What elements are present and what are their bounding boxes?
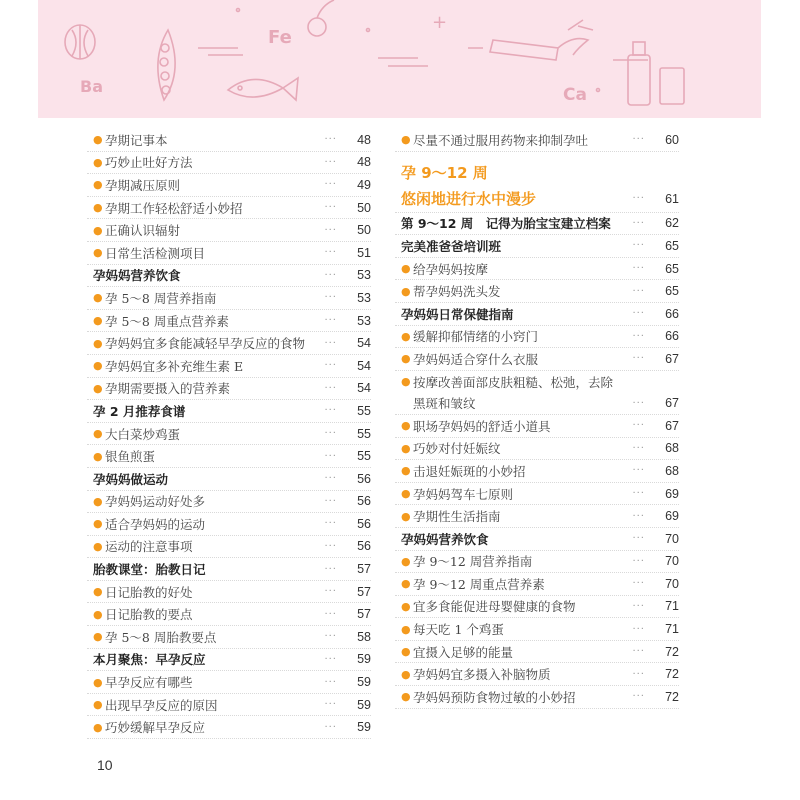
entry-page: 67 bbox=[665, 351, 679, 366]
bullet-icon: ● bbox=[93, 585, 103, 599]
entry-title: 宜摄入足够的能量 bbox=[413, 644, 514, 660]
bullet-icon: ● bbox=[401, 375, 411, 389]
leader-dots: ··· bbox=[632, 623, 645, 635]
leader-dots: ··· bbox=[632, 134, 645, 146]
entry-page: 54 bbox=[357, 358, 371, 373]
entry-title: 早孕反应有哪些 bbox=[105, 675, 193, 691]
entry-page: 69 bbox=[665, 509, 679, 524]
leader-dots: ··· bbox=[632, 397, 645, 409]
entry-page: 48 bbox=[357, 132, 371, 147]
entry-page: 67 bbox=[665, 396, 679, 411]
toc-entry[interactable] bbox=[395, 326, 679, 349]
entry-title: 缓解抑郁情绪的小窍门 bbox=[413, 329, 539, 345]
toc-section[interactable] bbox=[87, 558, 371, 581]
leader-dots: ··· bbox=[324, 586, 337, 598]
leader-dots: ··· bbox=[324, 382, 337, 394]
bullet-icon: ● bbox=[401, 487, 411, 501]
toc-entry[interactable] bbox=[395, 663, 679, 686]
entry-title: 日记胎教的好处 bbox=[105, 584, 193, 600]
entry-page: 65 bbox=[665, 261, 679, 276]
entry-title: 孕妈妈预防食物过敏的小妙招 bbox=[413, 689, 576, 705]
entry-title: 孕 5～8 周重点营养素 bbox=[105, 313, 229, 329]
entry-title: 运动的注意事项 bbox=[105, 539, 193, 555]
toc-entry[interactable] bbox=[87, 671, 371, 694]
chapter-title: 孕 9～12 周 bbox=[401, 164, 488, 183]
bullet-icon: ● bbox=[401, 599, 411, 613]
entry-title: 尽量不通过服用药物来抑制孕吐 bbox=[413, 132, 589, 148]
leader-dots: ··· bbox=[324, 518, 337, 530]
toc-entry[interactable] bbox=[395, 258, 679, 281]
leader-dots: ··· bbox=[324, 315, 337, 327]
entry-page: 62 bbox=[665, 216, 679, 231]
entry-title: 职场孕妈妈的舒适小道具 bbox=[413, 418, 551, 434]
leader-dots: ··· bbox=[324, 608, 337, 620]
leader-dots: ··· bbox=[632, 263, 645, 275]
entry-title: 每天吃 1 个鸡蛋 bbox=[413, 622, 504, 638]
entry-title: 大白菜炒鸡蛋 bbox=[105, 426, 181, 442]
leader-dots: ··· bbox=[632, 240, 645, 252]
celery-icon bbox=[490, 40, 558, 60]
entry-page: 59 bbox=[357, 697, 371, 712]
entry-page: 72 bbox=[665, 667, 679, 682]
entry-title: 孕期记事本 bbox=[105, 132, 168, 148]
bullet-icon: ● bbox=[401, 690, 411, 704]
entry-page: 59 bbox=[357, 720, 371, 735]
leader-dots: ··· bbox=[632, 533, 645, 545]
chapter-heading[interactable] bbox=[395, 160, 679, 186]
entry-title: 完美准爸爸培训班 bbox=[401, 238, 502, 254]
plus-mark: + bbox=[432, 12, 448, 33]
bullet-icon: ● bbox=[401, 509, 411, 523]
chapter-subtitle: 悠闲地进行水中漫步 bbox=[401, 190, 537, 209]
leader-dots: ··· bbox=[324, 360, 337, 372]
leader-dots: ··· bbox=[324, 247, 337, 259]
bullet-icon: ● bbox=[93, 494, 103, 508]
toc-entry[interactable] bbox=[395, 280, 679, 303]
entry-page: 54 bbox=[357, 381, 371, 396]
entry-title: 孕 5～8 周胎教要点 bbox=[105, 629, 217, 645]
entry-page: 54 bbox=[357, 336, 371, 351]
bullet-icon: ● bbox=[401, 419, 411, 433]
toc-entry[interactable] bbox=[395, 596, 679, 619]
entry-title: 孕 5～8 周营养指南 bbox=[105, 290, 217, 306]
entry-title: 宜多食能促进母婴健康的食物 bbox=[413, 599, 576, 615]
bullet-icon: ● bbox=[401, 262, 411, 276]
leader-dots: ··· bbox=[324, 563, 337, 575]
toc-entry[interactable] bbox=[395, 618, 679, 641]
bullet-icon: ● bbox=[93, 449, 103, 463]
leader-dots: ··· bbox=[324, 428, 337, 440]
bullet-icon: ● bbox=[93, 607, 103, 621]
bullet-icon: ● bbox=[93, 630, 103, 644]
leader-dots: ··· bbox=[632, 308, 645, 320]
entry-page: 72 bbox=[665, 644, 679, 659]
entry-page: 49 bbox=[357, 177, 371, 192]
toc-entry[interactable] bbox=[395, 686, 679, 709]
bullet-icon: ● bbox=[401, 329, 411, 343]
entry-page: 71 bbox=[665, 622, 679, 637]
entry-page: 67 bbox=[665, 418, 679, 433]
entry-title: 按摩改善面部皮肤粗糙、松弛，去除 bbox=[413, 374, 614, 390]
toc-entry[interactable] bbox=[87, 581, 371, 604]
leader-dots: ··· bbox=[632, 555, 645, 567]
leader-dots: ··· bbox=[632, 646, 645, 658]
element-fe: Fe bbox=[268, 27, 292, 48]
entry-page: 70 bbox=[665, 554, 679, 569]
entry-page: 50 bbox=[357, 223, 371, 238]
entry-page: 56 bbox=[357, 494, 371, 509]
leader-dots: ··· bbox=[632, 578, 645, 590]
bullet-icon: ● bbox=[401, 133, 411, 147]
toc-entry[interactable] bbox=[87, 694, 371, 717]
entry-title: 孕期性生活指南 bbox=[413, 509, 501, 525]
toc-entry[interactable] bbox=[395, 573, 679, 596]
toc-section[interactable] bbox=[87, 468, 371, 491]
entry-title: 巧妙止吐好方法 bbox=[105, 155, 193, 171]
entry-title: 黑斑和皱纹 bbox=[413, 396, 476, 412]
toc-entry[interactable] bbox=[87, 513, 371, 536]
entry-title: 日常生活检测项目 bbox=[105, 245, 206, 261]
leader-dots: ··· bbox=[324, 224, 337, 236]
bullet-icon: ● bbox=[93, 539, 103, 553]
toc-entry[interactable] bbox=[395, 371, 679, 393]
entry-title: 孕妈妈适合穿什么衣服 bbox=[413, 351, 539, 367]
entry-page: 69 bbox=[665, 486, 679, 501]
entry-page: 72 bbox=[665, 689, 679, 704]
entry-title: 巧妙缓解早孕反应 bbox=[105, 720, 206, 736]
leader-dots: ··· bbox=[632, 668, 645, 680]
toc-entry[interactable] bbox=[87, 716, 371, 739]
element-ba: Ba bbox=[80, 77, 103, 96]
entry-page: 55 bbox=[357, 403, 371, 418]
entry-title: 击退妊娠斑的小妙招 bbox=[413, 463, 526, 479]
leader-dots: ··· bbox=[324, 156, 337, 168]
entry-page: 56 bbox=[357, 516, 371, 531]
toc-entry[interactable] bbox=[87, 378, 371, 401]
leader-dots: ··· bbox=[324, 653, 337, 665]
bullet-icon: ● bbox=[93, 720, 103, 734]
toc-entry[interactable] bbox=[87, 310, 371, 333]
toc-entry[interactable] bbox=[87, 445, 371, 468]
entry-page: 50 bbox=[357, 200, 371, 215]
leader-dots: ··· bbox=[324, 721, 337, 733]
entry-page: 57 bbox=[357, 562, 371, 577]
entry-page: 60 bbox=[665, 132, 679, 147]
entry-page: 68 bbox=[665, 441, 679, 456]
leader-dots: ··· bbox=[324, 405, 337, 417]
toc-entry[interactable] bbox=[87, 174, 371, 197]
toc-entry[interactable] bbox=[395, 415, 679, 438]
leader-dots: ··· bbox=[632, 465, 645, 477]
entry-page: 55 bbox=[357, 449, 371, 464]
leader-dots: ··· bbox=[632, 193, 645, 205]
leader-dots: ··· bbox=[324, 699, 337, 711]
cherry-icon bbox=[308, 18, 326, 36]
bullet-icon: ● bbox=[93, 291, 103, 305]
cup-icon bbox=[660, 68, 684, 104]
leader-dots: ··· bbox=[324, 676, 337, 688]
entry-page: 56 bbox=[357, 539, 371, 554]
entry-page: 56 bbox=[357, 471, 371, 486]
entry-title: 孕期需要摄入的营养素 bbox=[105, 381, 231, 397]
entry-title: 孕妈妈运动好处多 bbox=[105, 494, 206, 510]
entry-title: 孕期减压原则 bbox=[105, 177, 181, 193]
entry-title: 孕妈妈宜多摄入补脑物质 bbox=[413, 667, 551, 683]
bullet-icon: ● bbox=[401, 645, 411, 659]
leader-dots: ··· bbox=[324, 450, 337, 462]
bullet-icon: ● bbox=[401, 622, 411, 636]
entry-page: 53 bbox=[357, 268, 371, 283]
toc-section[interactable] bbox=[87, 265, 371, 288]
toc-entry[interactable] bbox=[87, 219, 371, 242]
toc-entry[interactable] bbox=[395, 392, 679, 415]
toc-section[interactable] bbox=[87, 649, 371, 672]
bullet-icon: ● bbox=[401, 667, 411, 681]
header-banner bbox=[38, 0, 761, 118]
element-ca: Ca bbox=[563, 85, 587, 105]
entry-page: 58 bbox=[357, 629, 371, 644]
toc-entry[interactable] bbox=[87, 152, 371, 175]
leader-dots: ··· bbox=[324, 269, 337, 281]
entry-title: 第 9～12 周 记得为胎宝宝建立档案 bbox=[401, 216, 611, 232]
entry-title: 孕妈妈日常保健指南 bbox=[401, 306, 514, 322]
entry-page: 66 bbox=[665, 329, 679, 344]
toc-section[interactable] bbox=[395, 528, 679, 551]
leader-dots: ··· bbox=[324, 473, 337, 485]
entry-title: 银鱼煎蛋 bbox=[105, 449, 156, 465]
bullet-icon: ● bbox=[93, 427, 103, 441]
entry-page: 51 bbox=[357, 245, 371, 260]
entry-page: 65 bbox=[665, 284, 679, 299]
leader-dots: ··· bbox=[324, 179, 337, 191]
toc-entry[interactable] bbox=[87, 603, 371, 626]
toc-entry[interactable] bbox=[87, 423, 371, 446]
bullet-icon: ● bbox=[93, 178, 103, 192]
entry-page: 53 bbox=[357, 290, 371, 305]
bullet-icon: ● bbox=[401, 464, 411, 478]
entry-page: 59 bbox=[357, 675, 371, 690]
bullet-icon: ● bbox=[93, 675, 103, 689]
bullet-icon: ● bbox=[401, 441, 411, 455]
entry-title: 孕妈妈宜多食能减轻早孕反应的食物 bbox=[105, 336, 306, 352]
leader-dots: ··· bbox=[632, 442, 645, 454]
entry-title: 孕妈妈营养饮食 bbox=[401, 531, 489, 547]
bullet-icon: ● bbox=[93, 359, 103, 373]
bottle-icon bbox=[628, 55, 650, 105]
toc-entry[interactable] bbox=[395, 129, 679, 152]
entry-title: 本月聚焦：早孕反应 bbox=[93, 652, 206, 668]
leader-dots: ··· bbox=[324, 202, 337, 214]
bullet-icon: ● bbox=[93, 223, 103, 237]
toc-section[interactable] bbox=[395, 213, 679, 236]
entry-title: 孕妈妈营养饮食 bbox=[93, 268, 181, 284]
entry-title: 孕妈妈宜多补充维生素 E bbox=[105, 358, 244, 374]
toc-entry[interactable] bbox=[395, 438, 679, 461]
bullet-icon: ● bbox=[93, 155, 103, 169]
leader-dots: ··· bbox=[632, 600, 645, 612]
toc-left-column bbox=[87, 129, 371, 739]
entry-title: 孕 2 月推荐食谱 bbox=[93, 403, 186, 419]
toc-section[interactable] bbox=[395, 235, 679, 258]
bullet-icon: ● bbox=[401, 284, 411, 298]
leader-dots: ··· bbox=[324, 495, 337, 507]
leader-dots: ··· bbox=[324, 134, 337, 146]
leader-dots: ··· bbox=[324, 631, 337, 643]
toc-entry[interactable] bbox=[395, 483, 679, 506]
bullet-icon: ● bbox=[93, 314, 103, 328]
bullet-icon: ● bbox=[401, 577, 411, 591]
entry-title: 孕 9～12 周重点营养素 bbox=[413, 576, 545, 592]
bullet-icon: ● bbox=[93, 336, 103, 350]
bullet-icon: ● bbox=[93, 698, 103, 712]
entry-title: 巧妙对付妊娠纹 bbox=[413, 441, 501, 457]
toc-entry[interactable] bbox=[87, 355, 371, 378]
entry-title: 孕 9～12 周营养指南 bbox=[413, 554, 533, 570]
toc-entry[interactable] bbox=[87, 242, 371, 265]
entry-title: 日记胎教的要点 bbox=[105, 607, 193, 623]
toc-section[interactable] bbox=[395, 303, 679, 326]
toc-entry[interactable] bbox=[87, 491, 371, 514]
leader-dots: ··· bbox=[324, 292, 337, 304]
bullet-icon: ● bbox=[93, 201, 103, 215]
entry-title: 孕妈妈做运动 bbox=[93, 471, 169, 487]
leader-dots: ··· bbox=[632, 285, 645, 297]
chapter-page: 61 bbox=[665, 191, 679, 206]
leader-dots: ··· bbox=[324, 540, 337, 552]
page-number: 10 bbox=[97, 757, 113, 773]
leader-dots: ··· bbox=[324, 337, 337, 349]
toc-right-column bbox=[395, 129, 679, 709]
entry-title: 帮孕妈妈洗头发 bbox=[413, 284, 501, 300]
entry-title: 胎教课堂：胎教日记 bbox=[93, 562, 206, 578]
entry-page: 53 bbox=[357, 313, 371, 328]
bullet-icon: ● bbox=[93, 133, 103, 147]
leader-dots: ··· bbox=[632, 691, 645, 703]
toc-entry[interactable] bbox=[395, 505, 679, 528]
entry-title: 孕期工作轻松舒适小妙招 bbox=[105, 200, 243, 216]
toc-entry[interactable] bbox=[87, 287, 371, 310]
entry-title: 适合孕妈妈的运动 bbox=[105, 516, 206, 532]
leader-dots: ··· bbox=[632, 510, 645, 522]
entry-page: 70 bbox=[665, 576, 679, 591]
bullet-icon: ● bbox=[93, 517, 103, 531]
toc-entry[interactable] bbox=[87, 626, 371, 649]
toc-entry[interactable] bbox=[87, 332, 371, 355]
food-illustration bbox=[38, 0, 761, 118]
toc-entry[interactable] bbox=[395, 460, 679, 483]
leader-dots: ··· bbox=[632, 353, 645, 365]
leader-dots: ··· bbox=[632, 420, 645, 432]
leader-dots: ··· bbox=[632, 330, 645, 342]
entry-page: 71 bbox=[665, 599, 679, 614]
entry-page: 59 bbox=[357, 652, 371, 667]
toc-entry[interactable] bbox=[87, 536, 371, 559]
entry-page: 68 bbox=[665, 463, 679, 478]
entry-title: 出现早孕反应的原因 bbox=[105, 697, 218, 713]
leader-dots: ··· bbox=[632, 217, 645, 229]
chapter-subheading[interactable] bbox=[395, 186, 679, 213]
entry-title: 正确认识辐射 bbox=[105, 223, 181, 239]
toc-entry[interactable] bbox=[395, 348, 679, 371]
toc-entry[interactable] bbox=[395, 641, 679, 664]
bullet-icon: ● bbox=[93, 381, 103, 395]
toc-section[interactable] bbox=[87, 400, 371, 423]
leader-dots: ··· bbox=[632, 488, 645, 500]
entry-page: 57 bbox=[357, 607, 371, 622]
entry-page: 70 bbox=[665, 531, 679, 546]
toc-entry[interactable] bbox=[87, 197, 371, 220]
entry-page: 55 bbox=[357, 426, 371, 441]
entry-page: 57 bbox=[357, 584, 371, 599]
entry-page: 66 bbox=[665, 306, 679, 321]
bullet-icon: ● bbox=[401, 554, 411, 568]
entry-page: 48 bbox=[357, 155, 371, 170]
entry-title: 给孕妈妈按摩 bbox=[413, 261, 489, 277]
toc-entry[interactable] bbox=[87, 129, 371, 152]
entry-title: 孕妈妈驾车七原则 bbox=[413, 486, 514, 502]
bullet-icon: ● bbox=[93, 246, 103, 260]
entry-page: 65 bbox=[665, 238, 679, 253]
bullet-icon: ● bbox=[401, 352, 411, 366]
toc-entry[interactable] bbox=[395, 551, 679, 574]
